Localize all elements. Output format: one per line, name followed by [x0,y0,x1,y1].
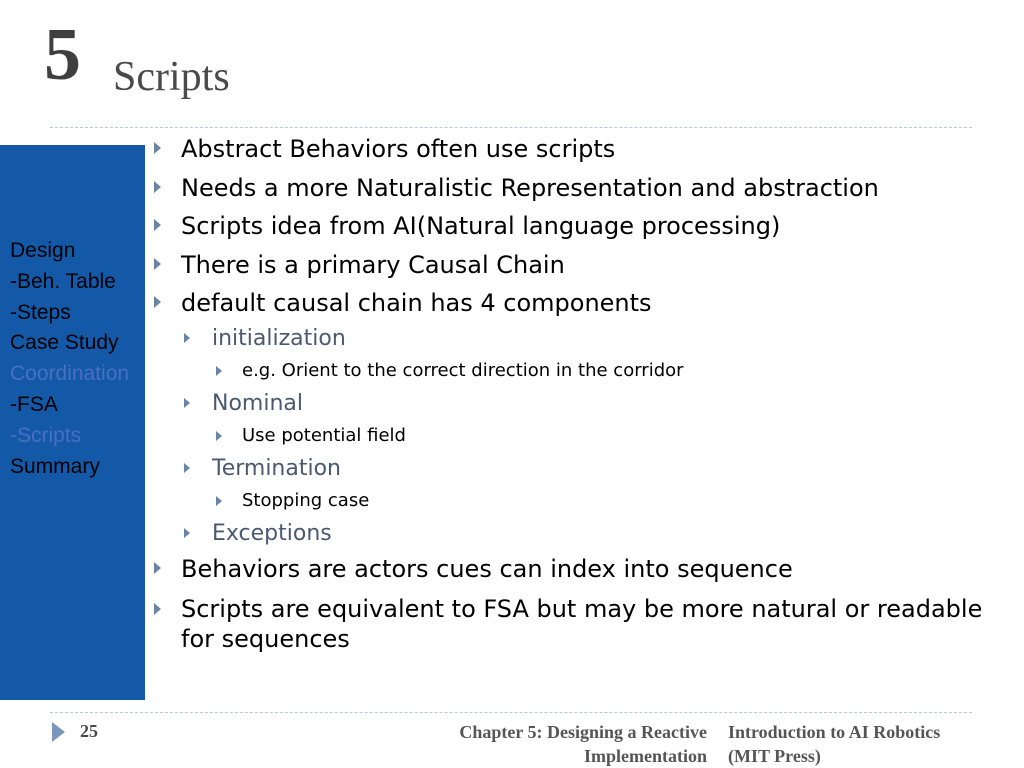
bullet-text: Exceptions [212,520,332,546]
sub-bullet-item [152,388,1020,421]
bullet-arrow-icon [154,258,161,270]
bullet-arrow-icon [184,398,190,408]
bullet-arrow-icon [184,463,190,473]
bullet-text: e.g. Orient to the correct direction in the corridor [242,360,684,381]
bullet-text: Scripts idea from AI(Natural language processing) [181,212,781,240]
bullet-text: initialization [212,325,346,351]
bullet-item [152,594,1020,654]
bullet-item [152,130,1020,169]
bullet-arrow-icon [154,296,161,308]
footer-book [728,720,1018,768]
bullet-arrow-icon [154,603,161,615]
bullet-arrow-icon [216,496,222,506]
bullet-arrow-icon [184,333,190,343]
bullet-text: Scripts are equivalent to FSA but may be more natural or readable for sequences [181,594,983,653]
page-number: 25 [80,721,98,741]
sidebar-item-fsa: -FSA [10,392,58,416]
bullet-text: Nominal [212,390,303,416]
sidebar-item-case-study: Case Study [10,331,119,355]
sub-sub-bullet-item [152,420,1020,453]
sidebar-item-coordination: Coordination [10,362,130,386]
bullet-arrow-icon [154,219,161,231]
top-divider [50,127,972,128]
bullet-text: default causal chain has 4 components [181,289,652,317]
sub-bullet-item [152,518,1020,551]
bullet-arrow-icon [216,431,222,441]
footer-chapter [400,720,707,768]
bullet-text: Needs a more Naturalistic Representation and abstraction [181,173,879,202]
sidebar-item-beh-table: -Beh. Table [10,269,116,293]
bullet-arrow-icon [154,181,161,193]
bullet-item [152,207,1020,246]
bullet-arrow-icon [216,366,222,376]
bullet-text: There is a primary Causal Chain [181,250,565,279]
sidebar-item-summary: Summary [10,454,100,478]
bullet-text: Stopping case [242,490,370,511]
footer-arrow-icon [52,722,65,742]
bullet-text: Behaviors are actors cues can index into sequence [181,555,793,583]
bullet-arrow-icon [154,142,161,154]
footer-book-line2: (MIT Press) [728,746,821,766]
bullet-text: Termination [212,455,342,481]
sidebar-nav [10,236,129,482]
sub-bullet-item [152,453,1020,486]
sidebar-item-scripts: -Scripts [10,423,82,447]
footer-book-line1: Introduction to AI Robotics [728,722,941,742]
sidebar-item-steps: -Steps [10,300,71,324]
sidebar-item-design: Design [10,239,76,262]
slide-number: 5 [44,14,81,96]
slide-title: Scripts [113,54,230,100]
bullet-text: Abstract Behaviors often use scripts [181,135,616,163]
sub-sub-bullet-item [152,355,1020,388]
bullet-item [152,246,1020,285]
bullet-item [152,550,1020,589]
footer-chapter-line1: Chapter 5: Designing a Reactive [459,722,707,742]
bullet-item [152,284,1020,323]
bullet-arrow-icon [184,528,190,538]
sub-sub-bullet-item [152,485,1020,518]
bottom-divider [50,712,972,713]
sub-bullet-item [152,323,1020,356]
bullet-text: Use potential field [242,425,406,446]
bullet-list [152,130,1020,654]
bullet-item [152,169,1020,208]
footer-chapter-line2: Implementation [584,746,707,766]
bullet-arrow-icon [154,562,161,574]
